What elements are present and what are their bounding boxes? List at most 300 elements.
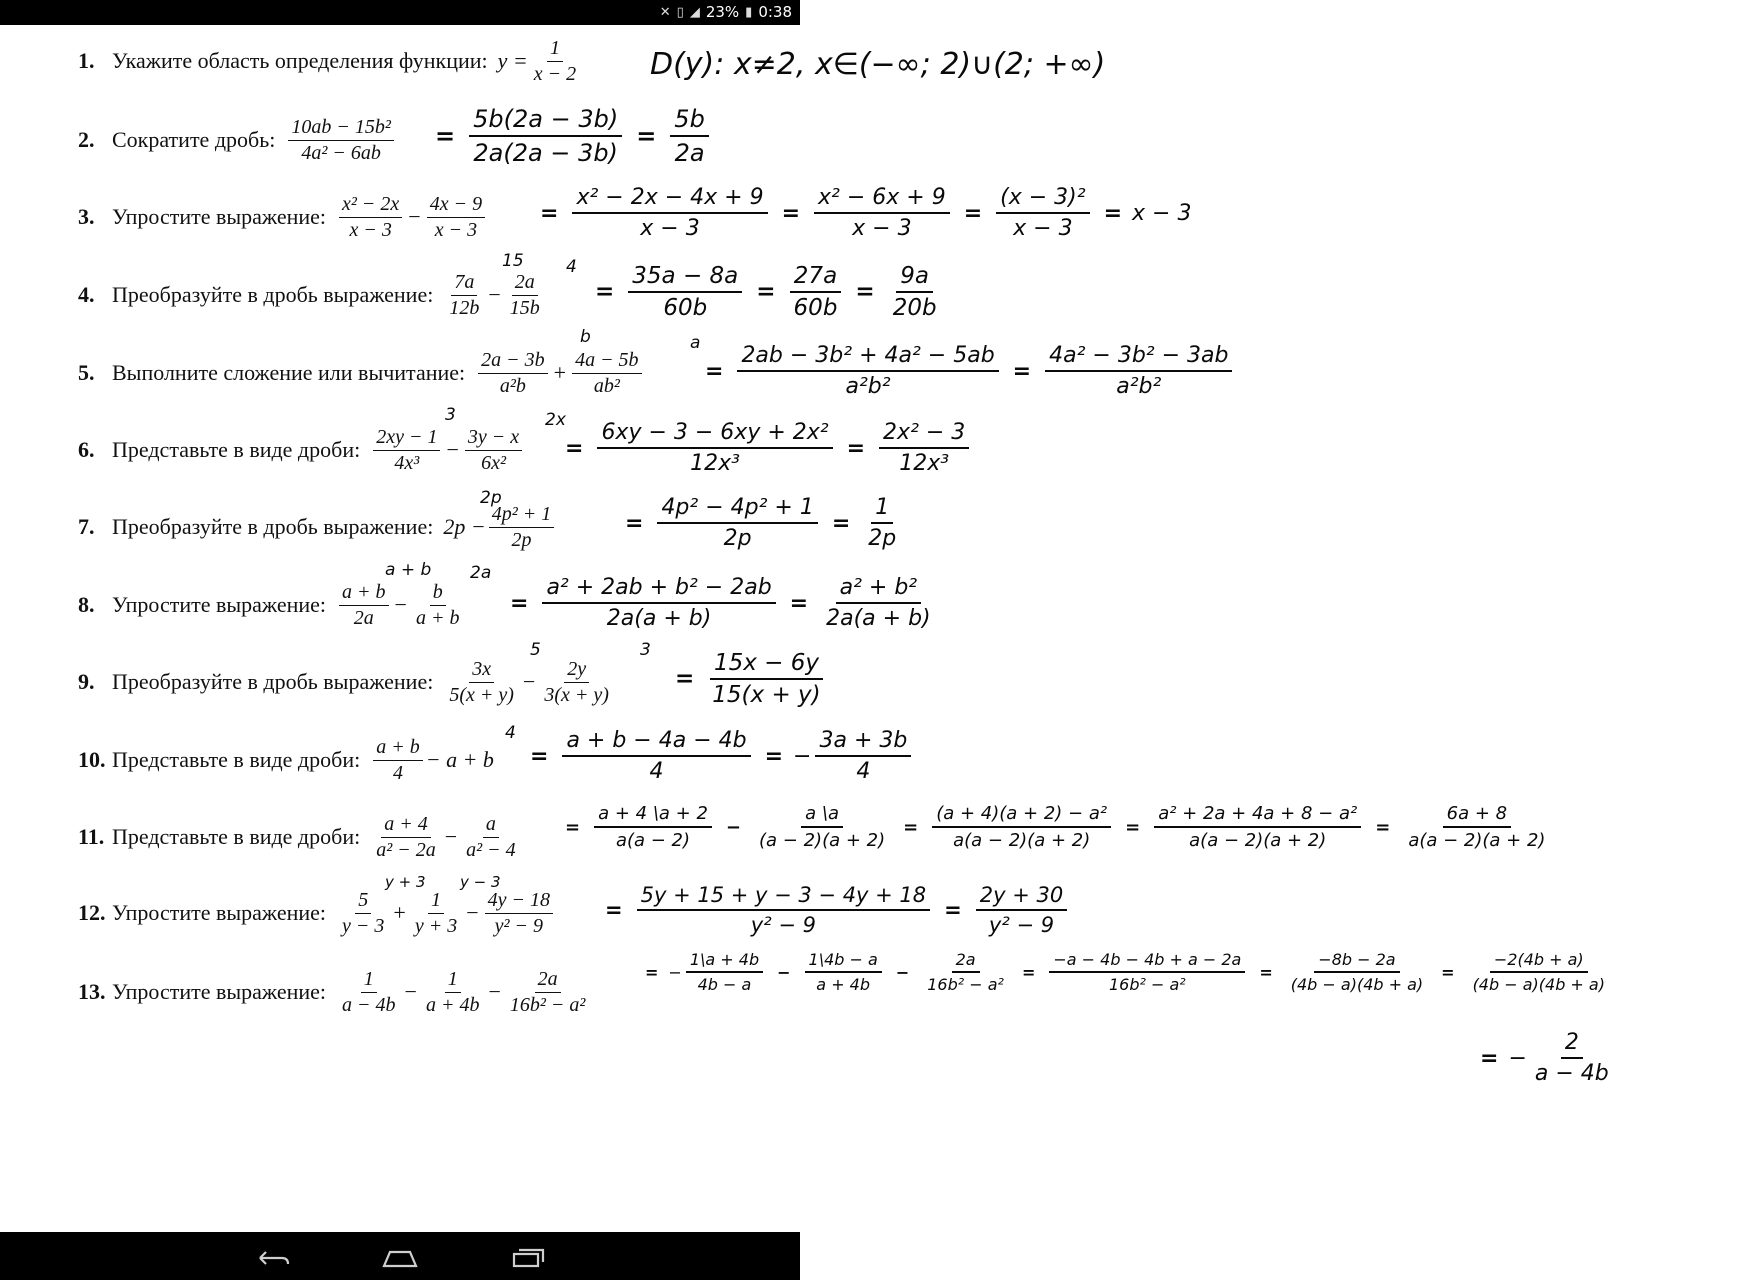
multiplier-note: 4 bbox=[505, 723, 516, 743]
answer-10 bbox=[520, 728, 915, 784]
multiplier-note: a + b bbox=[385, 560, 432, 580]
problem-expression bbox=[285, 116, 397, 165]
home-icon bbox=[380, 1246, 420, 1270]
operator: − bbox=[394, 592, 407, 617]
numerator: 6a + 8 bbox=[1443, 803, 1511, 828]
numerator: 10ab − 15b² bbox=[288, 116, 394, 141]
problem-number: 2. bbox=[78, 127, 95, 152]
operator: + bbox=[553, 360, 567, 385]
fraction bbox=[531, 37, 579, 86]
fraction bbox=[996, 185, 1089, 241]
denominator: x − 3 bbox=[434, 218, 478, 241]
numerator: a² + 2ab + b² − 2ab bbox=[542, 575, 775, 604]
equals-sign: = bbox=[944, 898, 962, 922]
denominator: 15b bbox=[509, 296, 540, 319]
denominator: x − 2 bbox=[533, 62, 577, 85]
numerator: 4p² − 4p² + 1 bbox=[657, 495, 817, 524]
fraction bbox=[932, 803, 1111, 851]
denominator: 12x³ bbox=[899, 451, 950, 476]
fraction bbox=[339, 193, 402, 242]
multiplier-note: 4 bbox=[566, 257, 577, 277]
numerator: 3y − x bbox=[465, 426, 522, 451]
battery-icon: ▮ bbox=[745, 4, 753, 20]
numerator: 4x − 9 bbox=[427, 193, 485, 218]
problem-number: 3. bbox=[78, 204, 95, 229]
numerator: 35a − 8a bbox=[628, 263, 742, 293]
denominator: 2a bbox=[674, 139, 705, 167]
fraction bbox=[572, 349, 642, 398]
fraction bbox=[339, 889, 387, 938]
numerator: −a − 4b − 4b + a − 2a bbox=[1049, 950, 1245, 973]
denominator: 16b² − a² bbox=[1108, 975, 1186, 994]
numerator: 27a bbox=[790, 263, 841, 293]
denominator: 3(x + y) bbox=[544, 683, 609, 706]
denominator: 4 bbox=[649, 759, 664, 784]
numerator: (a + 4)(a + 2) − a² bbox=[932, 803, 1111, 828]
denominator: 16b² − a² bbox=[509, 993, 586, 1016]
operator: − bbox=[444, 824, 458, 849]
numerator: −8b − 2a bbox=[1314, 950, 1399, 973]
problem-text: Преобразуйте в дробь выражение: bbox=[112, 514, 434, 539]
problem-number: 11. bbox=[78, 824, 105, 849]
denominator: 2a(a + b) bbox=[606, 606, 712, 631]
status-bar bbox=[0, 0, 800, 25]
denominator: a² − 4 bbox=[466, 838, 516, 861]
clock: 0:38 bbox=[758, 3, 792, 21]
fraction bbox=[412, 889, 460, 938]
numerator: a + 4 bbox=[381, 813, 431, 838]
fraction bbox=[446, 658, 517, 707]
denominator: 4 bbox=[392, 761, 403, 784]
numerator: 5b bbox=[670, 105, 709, 137]
denominator: a² − 2a bbox=[376, 838, 436, 861]
denominator: y² − 9 bbox=[750, 913, 816, 937]
fraction bbox=[427, 193, 485, 242]
denominator: x − 3 bbox=[852, 216, 912, 241]
fraction bbox=[686, 950, 763, 994]
problem-number: 4. bbox=[78, 282, 95, 307]
problem-text: Упростите выражение: bbox=[112, 979, 327, 1004]
problem-number: 1. bbox=[78, 48, 95, 73]
denominator: 60b bbox=[793, 295, 838, 321]
problem-number: 12. bbox=[78, 900, 106, 925]
problem-expression bbox=[336, 889, 556, 938]
multiplier-note: 2a bbox=[470, 563, 492, 583]
fraction bbox=[339, 968, 399, 1017]
numerator: a² + 2a + 4a + 8 − a² bbox=[1154, 803, 1361, 828]
equals-sign: = bbox=[1021, 962, 1036, 982]
answer-8 bbox=[500, 575, 939, 631]
multiplier-note: 3 bbox=[640, 640, 651, 660]
equals-sign: = bbox=[1441, 962, 1455, 982]
fraction bbox=[1287, 950, 1427, 994]
problem-number: 13. bbox=[78, 979, 106, 1004]
problem-number: 10. bbox=[78, 747, 106, 772]
equals-sign: = bbox=[435, 122, 456, 150]
denominator: 60b bbox=[663, 295, 708, 321]
numerator: 1 bbox=[428, 889, 444, 914]
problem-expression bbox=[336, 193, 488, 242]
fraction bbox=[478, 349, 548, 398]
numerator: x² − 2x bbox=[339, 193, 402, 218]
denominator: 5(x + y) bbox=[449, 683, 514, 706]
denominator: 12x³ bbox=[690, 451, 740, 476]
numerator-text: 1 bbox=[808, 950, 819, 969]
numerator: 3x bbox=[469, 658, 494, 683]
problem-text: Представьте в виде дроби: bbox=[112, 437, 361, 462]
equals-sign: = bbox=[675, 666, 695, 692]
fraction bbox=[976, 883, 1067, 937]
problem-expression bbox=[443, 271, 545, 320]
equals-sign: = bbox=[764, 743, 784, 769]
battery-level: 23% bbox=[705, 3, 740, 21]
equals-sign: = bbox=[636, 122, 657, 150]
multiplier-note: 2p bbox=[480, 488, 502, 508]
answer-13 bbox=[635, 950, 1613, 994]
fraction bbox=[597, 420, 832, 476]
denominator: a − 4b bbox=[1534, 1061, 1609, 1086]
minus-sign: − bbox=[725, 816, 742, 838]
numerator: 2y + 30 bbox=[976, 883, 1067, 911]
fraction bbox=[373, 813, 439, 862]
numerator: 5b(2a − 3b) bbox=[469, 105, 622, 137]
numerator: 2xy − 1 bbox=[373, 426, 440, 451]
fraction bbox=[822, 575, 935, 631]
operator: − bbox=[446, 437, 459, 462]
numerator: 2a bbox=[535, 968, 561, 993]
fraction bbox=[737, 343, 998, 399]
denominator: a + 4b bbox=[425, 993, 480, 1016]
numerator: 1\a + 4b bbox=[686, 950, 763, 973]
equals-sign: = bbox=[605, 898, 623, 922]
denominator: a²b² bbox=[845, 374, 891, 399]
problem-text: Преобразуйте в дробь выражение: bbox=[112, 669, 434, 694]
fraction bbox=[485, 889, 553, 938]
fraction bbox=[1404, 803, 1549, 851]
denominator: a(a − 2)(a + 2) bbox=[953, 830, 1091, 851]
problem-expression bbox=[336, 968, 591, 1017]
multiplier-note: a bbox=[827, 803, 839, 824]
denominator: a²b² bbox=[1116, 374, 1162, 399]
numerator: 2ab − 3b² + 4a² − 5ab bbox=[737, 343, 998, 372]
answer-2 bbox=[425, 105, 713, 167]
multiplier-note: y + 3 bbox=[385, 873, 426, 891]
denominator: 4a² − 6ab bbox=[301, 141, 381, 164]
fraction bbox=[469, 105, 622, 167]
equals-sign: = bbox=[831, 510, 851, 536]
numerator: 2a bbox=[512, 271, 538, 296]
equals-sign: = bbox=[1375, 816, 1391, 838]
numerator-text: 1 bbox=[689, 950, 700, 969]
equals-sign: = bbox=[705, 358, 724, 384]
fraction bbox=[463, 813, 519, 862]
problem-number: 9. bbox=[78, 669, 95, 694]
equals-sign: = bbox=[510, 590, 529, 616]
multiplier-note: a + 2 bbox=[658, 803, 708, 824]
answer-12 bbox=[595, 883, 1071, 937]
problem-expression bbox=[336, 581, 465, 630]
answer-11 bbox=[555, 803, 1553, 851]
fraction bbox=[507, 271, 543, 320]
denominator: x − 3 bbox=[1013, 216, 1073, 241]
fraction bbox=[657, 495, 817, 551]
expr-suffix: − a + b bbox=[425, 747, 494, 772]
numerator: 2 bbox=[1561, 1030, 1583, 1059]
sign: − bbox=[668, 962, 682, 982]
numerator: 1 bbox=[361, 968, 377, 993]
fraction bbox=[755, 803, 889, 851]
numerator-text: a bbox=[805, 803, 817, 824]
fraction bbox=[1154, 803, 1361, 851]
numerator: x² − 2x − 4x + 9 bbox=[572, 185, 767, 214]
result: x − 3 bbox=[1132, 200, 1192, 226]
equals-sign: = bbox=[1259, 962, 1273, 982]
fraction bbox=[507, 968, 589, 1017]
denominator: a(a − 2)(a + 2) bbox=[1408, 830, 1546, 851]
answer-3 bbox=[530, 185, 1191, 241]
problem-text: Упростите выражение: bbox=[112, 900, 327, 925]
multiplier-note: a bbox=[690, 333, 701, 353]
denominator: 4 bbox=[856, 759, 871, 784]
numerator: 1 bbox=[871, 495, 893, 524]
equals-sign: = bbox=[855, 279, 875, 305]
denominator: a²b bbox=[499, 374, 526, 397]
numerator: 2x² − 3 bbox=[879, 420, 969, 449]
fraction bbox=[879, 420, 969, 476]
fraction bbox=[708, 650, 824, 708]
multiplier-note: 4b − a bbox=[824, 950, 878, 969]
minus-sign: − bbox=[777, 962, 791, 982]
fraction bbox=[542, 575, 775, 631]
fraction bbox=[889, 263, 941, 321]
fraction bbox=[572, 185, 767, 241]
numerator: 1 bbox=[445, 968, 461, 993]
problem-expression bbox=[370, 426, 525, 475]
fraction bbox=[1531, 1030, 1613, 1086]
problem-expression bbox=[443, 503, 557, 552]
denominator: (a − 2)(a + 2) bbox=[759, 830, 886, 851]
problem-text: Представьте в виде дроби: bbox=[112, 747, 361, 772]
denominator: 4b − a bbox=[697, 975, 752, 994]
denominator: a + b bbox=[415, 606, 460, 629]
fraction bbox=[413, 581, 463, 630]
recent-apps-button[interactable] bbox=[508, 1246, 548, 1270]
numerator: 6xy − 3 − 6xy + 2x² bbox=[597, 420, 832, 449]
operator: − bbox=[466, 900, 479, 925]
denominator: a − 4b bbox=[342, 993, 396, 1016]
problem-number: 6. bbox=[78, 437, 95, 462]
navigation-bar bbox=[0, 1232, 800, 1280]
equals-sign: = bbox=[903, 816, 919, 838]
denominator: x − 3 bbox=[640, 216, 700, 241]
denominator: a + 4b bbox=[816, 975, 871, 994]
numerator: (x − 3)² bbox=[996, 185, 1089, 214]
fraction bbox=[339, 581, 389, 630]
numerator: 4a² − 3b² − 3ab bbox=[1045, 343, 1232, 372]
problem-1 bbox=[78, 31, 582, 91]
numerator: 9a bbox=[896, 263, 933, 293]
equals-sign: = bbox=[565, 816, 581, 838]
mute-icon: ✕ bbox=[659, 4, 671, 20]
denominator: ab² bbox=[593, 374, 620, 397]
problem-12 bbox=[78, 883, 556, 943]
numerator: a + b − 4a − 4b bbox=[562, 728, 750, 757]
equals-sign: = bbox=[846, 435, 866, 461]
fraction bbox=[805, 950, 882, 994]
back-button[interactable] bbox=[252, 1246, 292, 1270]
answer-4 bbox=[585, 263, 945, 321]
fraction bbox=[670, 105, 709, 167]
numerator: 2a − 3b bbox=[478, 349, 548, 374]
multiplier-note: b bbox=[580, 327, 591, 347]
multiplier-note: 3 bbox=[445, 405, 456, 425]
minus-sign: − bbox=[895, 962, 910, 982]
numerator: 4p² + 1 bbox=[489, 503, 555, 528]
answer-7 bbox=[615, 495, 904, 551]
numerator: 7a bbox=[451, 271, 477, 296]
fraction bbox=[489, 503, 555, 552]
fraction bbox=[815, 728, 911, 784]
fraction bbox=[1049, 950, 1245, 994]
problem-6 bbox=[78, 420, 525, 480]
denominator: 2p bbox=[868, 526, 897, 551]
multiplier-note: 15 bbox=[502, 251, 524, 271]
problem-text: Упростите выражение: bbox=[112, 592, 327, 617]
equals-sign: = bbox=[963, 200, 983, 226]
denominator: y + 3 bbox=[414, 914, 458, 937]
numerator: 3a + 3b bbox=[815, 728, 911, 757]
numerator: −2(4b + a) bbox=[1490, 950, 1588, 973]
problem-number: 7. bbox=[78, 514, 95, 539]
fraction bbox=[628, 263, 742, 321]
numerator: 4a − 5b bbox=[572, 349, 642, 374]
problem-11 bbox=[78, 807, 522, 867]
fraction bbox=[923, 950, 1008, 994]
numerator: 15x − 6y bbox=[710, 650, 823, 680]
numerator: a² + b² bbox=[836, 575, 922, 604]
answer-13-final bbox=[1470, 1030, 1617, 1086]
expr-lhs: y = bbox=[497, 48, 528, 73]
problem-5 bbox=[78, 343, 645, 403]
denominator: 15(x + y) bbox=[712, 682, 821, 708]
equals-sign: = bbox=[530, 743, 549, 769]
denominator: 2a(2a − 3b) bbox=[473, 139, 618, 167]
problem-expression bbox=[475, 349, 644, 398]
home-button[interactable] bbox=[380, 1246, 420, 1270]
numerator: a + b bbox=[339, 581, 389, 606]
problem-text: Представьте в виде дроби: bbox=[112, 824, 361, 849]
operator: − bbox=[488, 282, 501, 307]
equals-sign: = bbox=[781, 200, 801, 226]
numerator: b bbox=[430, 581, 446, 606]
equals-sign: = bbox=[1480, 1045, 1499, 1071]
answer-9 bbox=[665, 650, 829, 708]
denominator: y − 3 bbox=[342, 914, 385, 937]
fraction bbox=[423, 968, 483, 1017]
multiplier-note: 5 bbox=[530, 640, 541, 660]
fraction bbox=[814, 185, 950, 241]
sign: − bbox=[1508, 1045, 1527, 1071]
equals-sign: = bbox=[756, 279, 776, 305]
denominator: 2a bbox=[353, 606, 374, 629]
sim-icon: ▯ bbox=[676, 4, 684, 20]
denominator: 2p bbox=[511, 528, 532, 551]
problem-text: Сократите дробь: bbox=[112, 127, 276, 152]
denominator: 12b bbox=[449, 296, 480, 319]
numerator: 5 bbox=[355, 889, 371, 914]
problem-expression bbox=[370, 736, 494, 785]
operator: − bbox=[488, 979, 501, 1004]
numerator: 2a bbox=[952, 950, 980, 973]
denominator: 2a(a + b) bbox=[826, 606, 931, 631]
numerator: a + b bbox=[373, 736, 423, 761]
multiplier-note: y − 3 bbox=[460, 873, 501, 891]
answer-6 bbox=[555, 420, 973, 476]
fraction bbox=[288, 116, 394, 165]
problem-expression bbox=[370, 813, 521, 862]
denominator: 2p bbox=[723, 526, 752, 551]
equals-sign: = bbox=[595, 279, 615, 305]
fraction bbox=[446, 271, 482, 320]
denominator: a(a − 2) bbox=[615, 830, 691, 851]
fraction bbox=[373, 426, 440, 475]
equals-sign: = bbox=[625, 510, 644, 536]
problem-2 bbox=[78, 110, 397, 170]
equals-sign: = bbox=[1103, 200, 1123, 226]
fraction bbox=[637, 883, 931, 937]
worksheet bbox=[0, 25, 1742, 1232]
problem-text: Укажите область определения функции: bbox=[112, 48, 488, 73]
answer-5 bbox=[695, 343, 1236, 399]
numerator: 1\4b − a bbox=[805, 950, 882, 973]
sign: − bbox=[793, 743, 812, 769]
recent-apps-icon bbox=[508, 1246, 548, 1270]
answer-1: D(y): x≠2, x∈(−∞; 2)∪(2; +∞) bbox=[650, 47, 1106, 82]
problem-text: Упростите выражение: bbox=[112, 204, 327, 229]
equals-sign: = bbox=[1012, 358, 1032, 384]
numerator: a bbox=[483, 813, 499, 838]
signal-icon: ◢ bbox=[689, 4, 700, 20]
fraction bbox=[373, 736, 423, 785]
denominator: 16b² − a² bbox=[927, 975, 1004, 994]
multiplier-note: a + 4b bbox=[705, 950, 760, 969]
operator: + bbox=[393, 900, 406, 925]
denominator: 6x² bbox=[481, 451, 506, 474]
equals-sign: = bbox=[645, 962, 659, 982]
equals-sign: = bbox=[1125, 816, 1141, 838]
numerator: 4y − 18 bbox=[485, 889, 553, 914]
denominator: (4b − a)(4b + a) bbox=[1290, 975, 1424, 994]
numerator: 1 bbox=[547, 37, 563, 62]
fraction bbox=[864, 495, 900, 551]
denominator: y² − 9 bbox=[988, 913, 1055, 937]
problem-number: 5. bbox=[78, 360, 95, 385]
numerator: 2y bbox=[564, 658, 589, 683]
numerator: a \a bbox=[801, 803, 843, 828]
fraction bbox=[562, 728, 750, 784]
operator: − bbox=[408, 204, 421, 229]
denominator: 4x³ bbox=[394, 451, 420, 474]
problem-13 bbox=[78, 962, 591, 1022]
problem-9 bbox=[78, 652, 615, 712]
fraction bbox=[1045, 343, 1232, 399]
operator: − bbox=[522, 669, 536, 694]
fraction bbox=[465, 426, 522, 475]
operator: − bbox=[404, 979, 417, 1004]
denominator: x − 3 bbox=[349, 218, 392, 241]
problem-10 bbox=[78, 730, 494, 790]
numerator: a + 4 \a + 2 bbox=[594, 803, 712, 828]
